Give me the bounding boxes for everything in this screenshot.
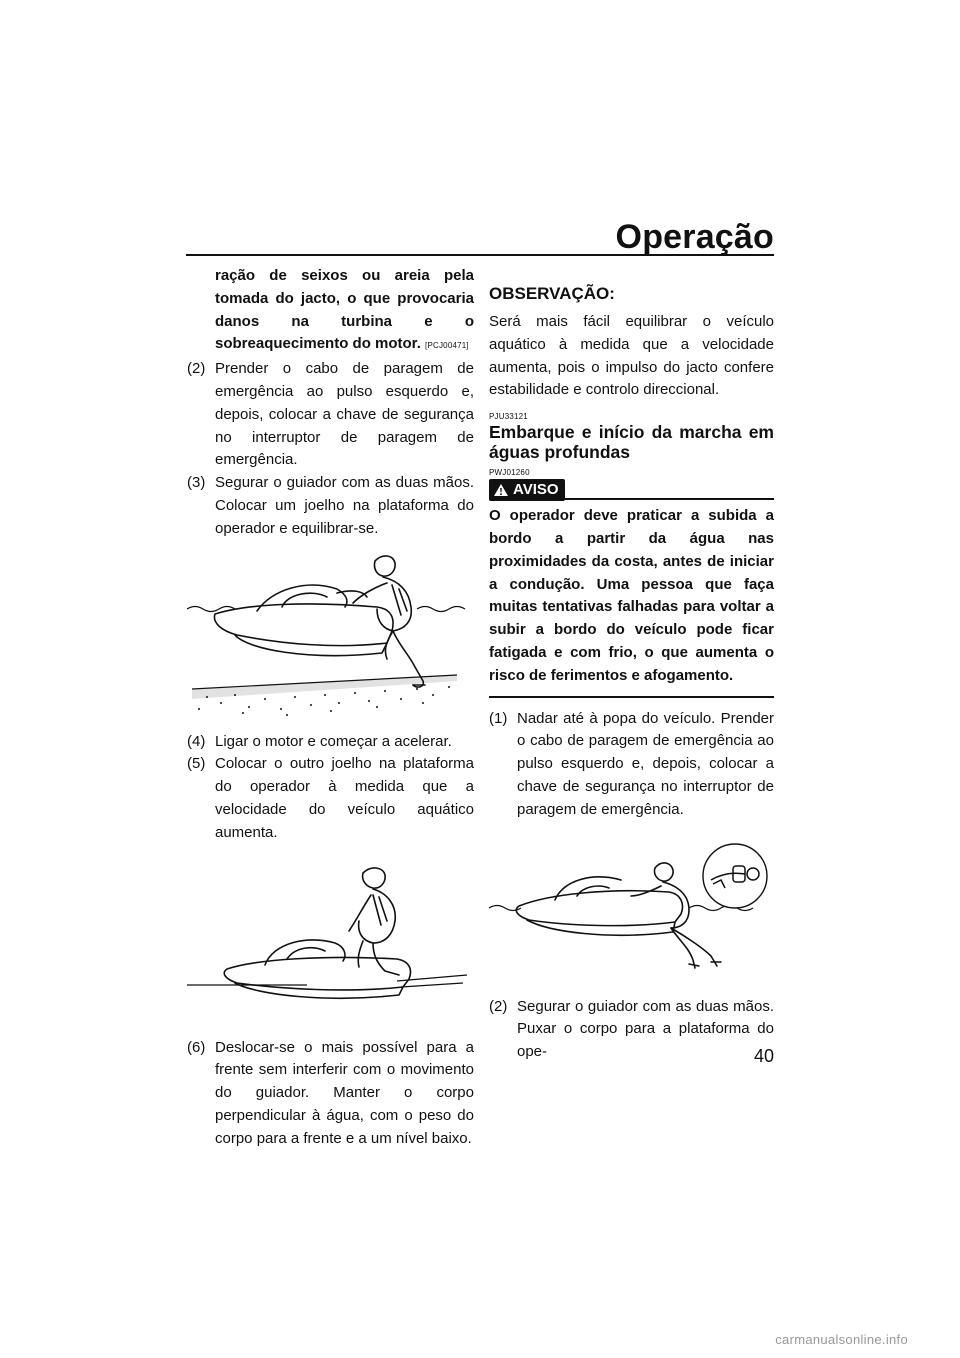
- watermark: carmanualsonline.info: [775, 1332, 908, 1347]
- warning-label: AVISO: [513, 480, 559, 498]
- right-column: [489, 283, 774, 1064]
- warning-header: [489, 479, 774, 501]
- left-column: [187, 265, 474, 1151]
- section-heading: Embarque e início da marcha em águas profundas: [489, 422, 774, 463]
- step-number: (2): [489, 997, 508, 1015]
- step-number: (2): [187, 360, 206, 378]
- caution-continuation: [187, 265, 474, 358]
- page-title: Operação: [615, 218, 774, 256]
- step-text: Colocar o outro joelho na plataforma do operador à medida que a velocidade do veículo aquático aumenta.: [215, 755, 474, 841]
- warning-end-rule: [489, 696, 774, 698]
- illustration-kneeling-on-platform: [187, 549, 474, 727]
- step-item: [187, 753, 474, 844]
- step-number: (5): [187, 755, 206, 773]
- step-text: Prender o cabo de paragem de emergência ao pulso esquerdo e, depois, colocar a chave de segurança no interruptor de paragem de emergência.: [215, 360, 474, 469]
- step-item: [489, 996, 774, 1064]
- illustration-boarding-from-stern: [489, 836, 774, 986]
- step-text: Segurar o guiador com as duas mãos. Colocar um joelho na plataforma do operador e equilibrar-se.: [215, 474, 474, 537]
- warning-triangle-icon: [493, 483, 509, 497]
- page-number: 40: [753, 1046, 774, 1066]
- note-title: OBSERVAÇÃO:: [489, 284, 615, 303]
- step-number: (3): [187, 474, 206, 492]
- section-code: PJU33121: [489, 412, 528, 422]
- warning-text: O operador deve praticar a subida a bordo a partir da água nas proximidades da costa, antes de iniciar a condução. Uma pessoa que faça muitas tentativas falhadas para voltar a subir a bordo do veículo pode ficar fatigada e com frio, o que aumenta o risco de ferimentos e afogamento.: [489, 507, 774, 684]
- step-text: Nadar até à popa do veículo. Prender o cabo de paragem de emergência ao pulso esquerdo e, depois, colocar a chave de segurança no interruptor de paragem de emergência.: [517, 709, 774, 818]
- caution-code: [PCJ00471]: [425, 341, 469, 351]
- step-text: Ligar o motor e começar a acelerar.: [215, 732, 452, 750]
- warning-rule: [565, 498, 774, 500]
- step-number: (6): [187, 1038, 206, 1056]
- step-text: Segurar o guiador com as duas mãos. Puxar o corpo para a plataforma do ope-: [517, 997, 774, 1061]
- note-text: Será mais fácil equilibrar o veículo aquático à medida que a velocidade aumenta, pois o impulso do jacto confere estabilidade e controlo direccional.: [489, 313, 774, 399]
- step-text: Deslocar-se o mais possível para a frente sem interferir com o movimento do guiador. Manter o corpo perpendicular à água, com o peso do corpo para a frente e a um nível baixo.: [215, 1038, 474, 1147]
- warning-code: PWJ01260: [489, 468, 530, 478]
- step-item: [187, 358, 474, 472]
- step-number: (4): [187, 732, 206, 750]
- step-item: [187, 472, 474, 540]
- step-number: (1): [489, 709, 508, 727]
- step-item: [489, 708, 774, 822]
- illustration-riding-accelerating: [187, 859, 474, 1029]
- warning-badge: [489, 479, 565, 501]
- title-rule: [186, 254, 774, 256]
- step-item: [187, 1037, 474, 1151]
- caution-continuation-text: ração de seixos ou areia pela tomada do jacto, o que provocaria danos na turbina e o sobreaquecimento do motor.: [215, 267, 474, 353]
- step-item: [187, 731, 474, 754]
